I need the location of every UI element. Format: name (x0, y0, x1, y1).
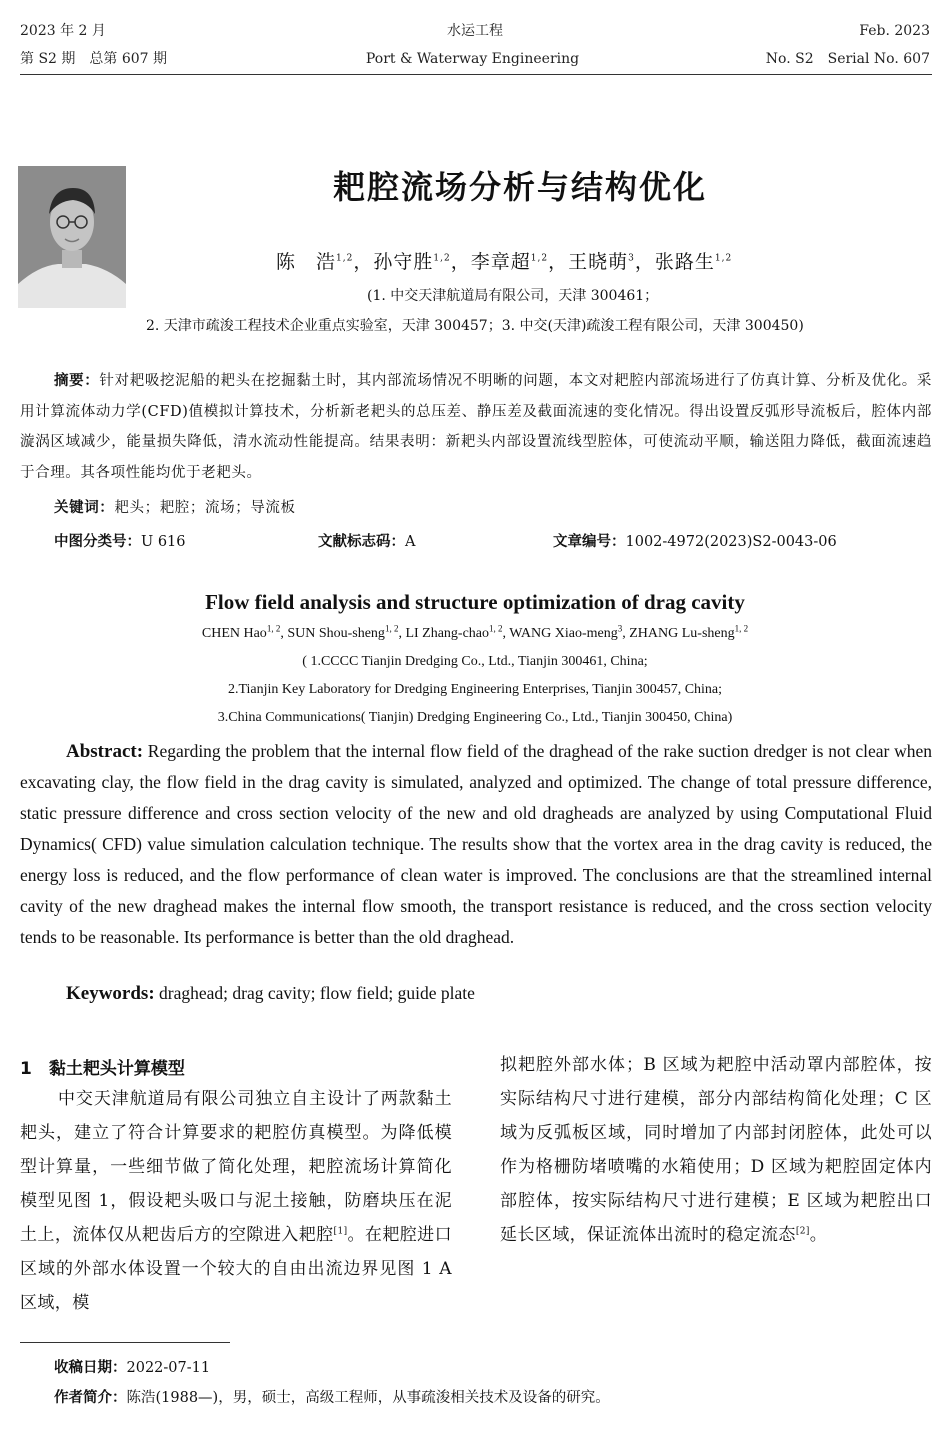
author-aff: 1,2 (433, 253, 451, 264)
abstract-cn (20, 366, 932, 488)
body-text: 拟耙腔外部水体；B 区域为耙腔中活动罩内部腔体，按实际结构尺寸进行建模，部分内部结构简化处理；C 区域为反弧板区域，同时增加了内部封闭腔体，此处可以作为格栅防堵喷嘴的水箱使用；D 区域为耙腔固定体内部腔体，按实际结构尺寸进行建模；E 区域为耙腔出口延长区域，保证流体出流时的稳定流态 (500, 1055, 932, 1245)
author-en: WANG Xiao-meng (509, 626, 618, 641)
doc-label: 文献标志码： (318, 534, 405, 550)
footnote-rule (20, 1342, 230, 1343)
author-cn: 孙守胜 (373, 251, 434, 273)
authors-en (0, 623, 950, 642)
keywords-en (66, 983, 475, 1005)
citation-ref: [1] (333, 1226, 348, 1237)
received-label: 收稿日期： (54, 1360, 127, 1376)
author-aff: 3 (628, 253, 635, 264)
header-date-en: Feb. 2023 (859, 23, 930, 39)
header-journal-cn: 水运工程 (447, 23, 503, 39)
author-sep: , (502, 626, 510, 641)
authors-cn: 陈 浩$^{1,2}$，孙守胜$^{1,2}$，李章超$^{1,2}$，王晓萌$^3$，张路生$^{1,2}$ (276, 251, 733, 273)
author-en: ZHANG Lu-sheng (629, 626, 735, 641)
header-rule (20, 74, 932, 75)
author-bio (54, 1386, 610, 1407)
body-left-column (20, 1082, 452, 1320)
keywords-en-label: Keywords: (66, 983, 155, 1004)
section-heading: 1 黏土耙头计算模型 (20, 1059, 185, 1079)
clc-value: U 616 (141, 534, 186, 550)
body-text: 。 (809, 1225, 828, 1245)
art-label: 文章编号： (553, 534, 626, 550)
author-photo (18, 166, 126, 308)
abstract-en-label: Abstract: (66, 741, 144, 762)
affiliation-en-line1: ( 1.CCCC Tianjin Dredging Co., Ltd., Tianjin 300461, China; (302, 654, 648, 669)
page-title-en: Flow field analysis and structure optimization of drag cavity (205, 590, 745, 614)
author-aff: 1,2 (530, 253, 549, 264)
author-aff: 1,2 (336, 253, 354, 264)
affiliation-en-line2: 2.Tianjin Key Laboratory for Dredging Engineering Enterprises, Tianjin 300457, China; (227, 682, 723, 697)
clc-label: 中图分类号： (54, 534, 141, 550)
author-en: LI Zhang-chao (405, 626, 490, 641)
affiliation-cn-line2: 2. 天津市疏浚工程技术企业重点实验室，天津 300457；3. 中交(天津)疏浚工程有限公司，天津 300450) (146, 318, 804, 334)
document-code (318, 530, 415, 551)
author-cn: 张路生 (654, 251, 715, 273)
clc-number (54, 530, 186, 551)
author-aff: 1, 2 (384, 623, 399, 634)
affiliation-en-line3: 3.China Communications( Tianjin) Dredging Engineering Co., Ltd., Tianjin 300450, China) (217, 710, 733, 725)
affiliation-cn-line1: (1. 中交天津航道局有限公司，天津 300461； (367, 288, 659, 304)
abstract-en-text: Regarding the problem that the internal flow field of the draghead of the rake suction dredger is not clear when excavating clay, the flow field in the drag cavity is simulated, analyzed and optimized. The change of total pressure difference, static pressure difference and cross section velocity of the new and old dragheads are analyzed by using Computational Fluid Dynamics( CFD) value simulation calculation technique. The results show that the vortex area in the drag cavity is reduced, the energy loss is reduced, and the flow performance of clean water is improved. The conclusions are that the streamlined internal cavity of the new draghead makes the internal flow smooth, the transport resistance is reduced, and the cross section velocity tends to be reasonable. Its performance is better than the old draghead. (20, 741, 932, 947)
body-text: 中交天津航道局有限公司独立自主设计了两款黏土耙头，建立了符合计算要求的耙腔仿真模型。为降低模型计算量，一些细节做了简化处理，耙腔流场计算简化模型见图 1，假设耙头吸口与泥土接触，防磨块压在泥土上，流体仅从耙齿后方的空隙进入耙腔 (20, 1089, 452, 1245)
author-cn: 李章超 (470, 251, 531, 273)
author-sep: , (398, 626, 406, 641)
author-aff: 1, 2 (734, 623, 749, 634)
received-date (54, 1356, 210, 1377)
author-sep: , (622, 626, 630, 641)
author-aff: 1,2 (714, 253, 733, 264)
keywords-cn-label: 关键词： (54, 500, 115, 516)
header-date-cn: 2023 年 2 月 (20, 23, 106, 39)
abstract-cn-label: 摘要： (54, 373, 100, 389)
article-number (553, 530, 837, 551)
author-cn: 陈 浩 (276, 251, 337, 273)
abstract-en (20, 736, 932, 953)
abstract-cn-text: 针对耙吸挖泥船的耙头在挖掘黏土时，其内部流场情况不明晰的问题，本文对耙腔内部流场进行了仿真计算、分析及优化。采用计算流体动力学(CFD)值模拟计算技术，分析新老耙头的总压差、静压差及截面流速的变化情况。得出设置反弧形导流板后，腔体内部漩涡区域减少，能量损失降低，清水流动性能提高。结果表明：新耙头内部设置流线型腔体，可使流动平顺，输送阻力降低，截面流速趋于合理。其各项性能均优于老耙头。 (20, 373, 932, 481)
citation-ref: [2] (795, 1226, 810, 1237)
author-aff: 1, 2 (489, 623, 503, 634)
author-aff: 1, 2 (266, 623, 281, 634)
doc-value: A (405, 534, 416, 550)
header-issue-en: No. S2 Serial No. 607 (765, 51, 930, 67)
bio-label: 作者简介： (54, 1390, 127, 1406)
header-journal-en: Port & Waterway Engineering (365, 51, 580, 67)
author-en: SUN Shou-sheng (287, 626, 385, 641)
page-title-cn: 耙腔流场分析与结构优化 (332, 168, 707, 206)
bio-value: 陈浩(1988—)，男，硕士，高级工程师，从事疏浚相关技术及设备的研究。 (126, 1390, 610, 1406)
header-issue-cn: 第 S2 期 总第 607 期 (20, 51, 168, 67)
keywords-cn-text: 耙头；耙腔；流场；导流板 (114, 500, 296, 516)
body-right-column (500, 1048, 932, 1252)
author-aff: 3 (617, 623, 623, 634)
author-cn: 王晓萌 (568, 251, 629, 273)
keywords-cn (54, 493, 914, 524)
keywords-en-text: draghead; drag cavity; flow field; guide plate (154, 983, 475, 1003)
author-en: CHEN Hao (201, 626, 267, 641)
body-text: 。在耙腔进口区域的外部水体设置一个较大的自由出流边界见图 1 A 区域，模 (20, 1225, 452, 1313)
author-sep: , (280, 626, 288, 641)
received-value: 2022-07-11 (126, 1360, 211, 1376)
art-value: 1002-4972(2023)S2-0043-06 (625, 534, 837, 550)
